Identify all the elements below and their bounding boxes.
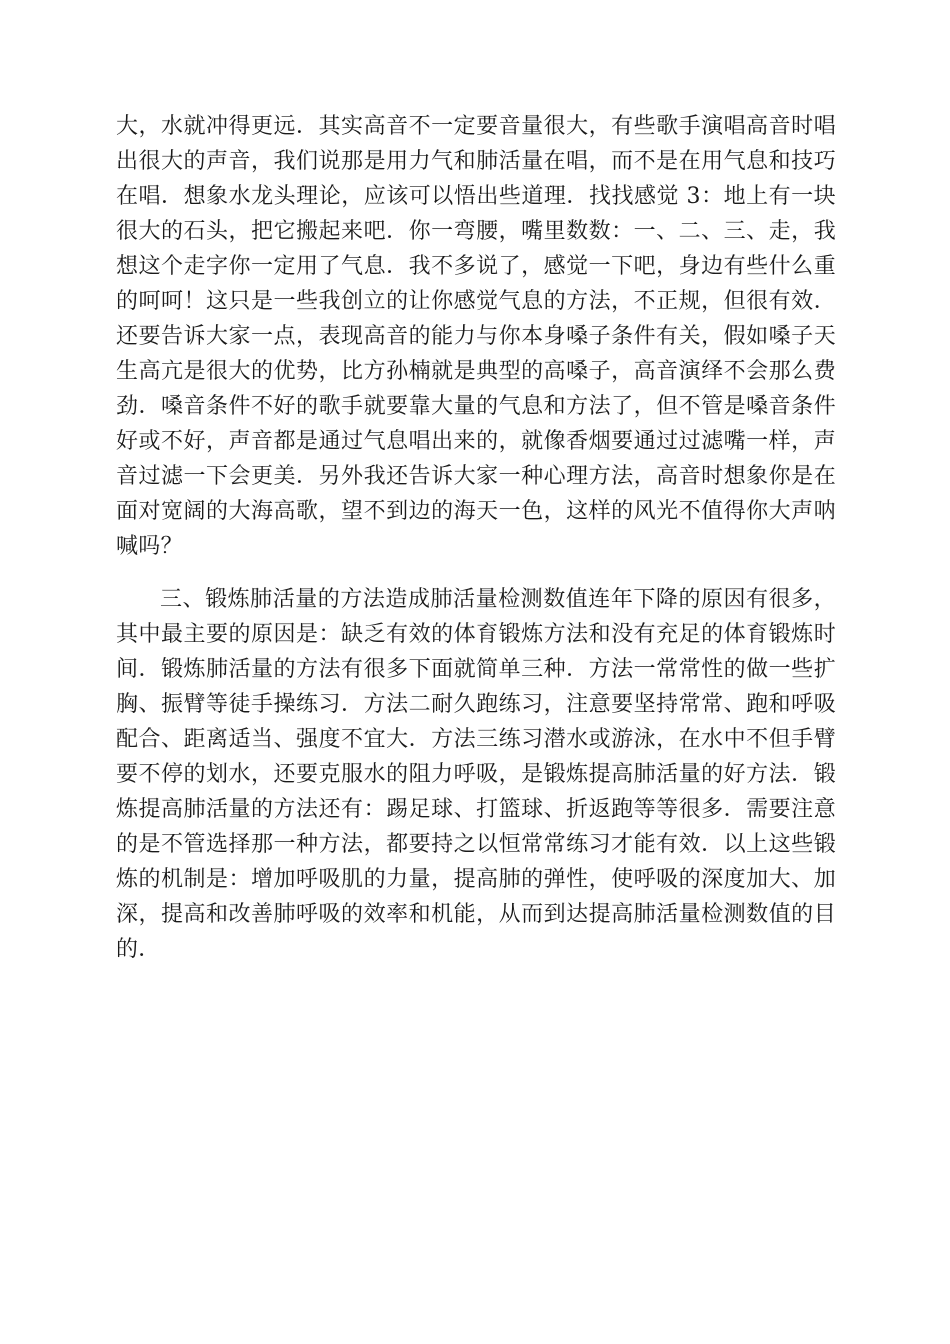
paragraph-lung-capacity-training: 三、锻炼肺活量的方法造成肺活量检测数值连年下降的原因有很多，其中最主要的原因是：缺乏有效的体育锻炼方法和没有充足的体育锻炼时间．锻炼肺活量的方法有很多下面就简单三种．方法一常常性的做一些扩胸、振臂等徒手操练习．方法二耐久跑练习，注意要坚持常常、跑和呼吸配合、距离适当、强度不宜大．方法三练习潜水或游泳，在水中不但手臂要不停的划水，还要克服水的阻力呼吸，是锻炼提高肺活量的好方法．锻炼提高肺活量的方法还有：踢足球、打篮球、折返跑等等很多．需要注意的是不管选择那一种方法，都要持之以恒常常练习才能有效．以上这些锻炼的机制是：增加呼吸肌的力量，提高肺的弹性，使呼吸的深度加大、加深，提高和改善肺呼吸的效率和机能，从而到达提高肺活量检测数值的目的． xyxy=(116,587,836,962)
document-body xyxy=(116,109,836,967)
paragraph-vocal-technique: 大，水就冲得更远．其实高音不一定要音量很大，有些歌手演唱高音时唱出很大的声音，我们说那是用力气和肺活量在唱，而不是在用气息和技巧在唱．想象水龙头理论，应该可以悟出些道理．找找感觉 3：地上有一块很大的石头，把它搬起来吧．你一弯腰，嘴里数数：一、二、三、走，我想这个走字你一定用了气息．我不多说了，感觉一下吧，身边有些什么重的呵呵！这只是一些我创立的让你感觉气息的方法，不正规，但很有效．还要告诉大家一点，表现高音的能力与你本身嗓子条件有关，假如嗓子天生高亢是很大的优势，比方孙楠就是典型的高嗓子，高音演绎不会那么费劲．嗓音条件不好的歌手就要靠大量的气息和方法了，但不管是嗓音条件好或不好，声音都是通过气息唱出来的，就像香烟要通过过滤嘴一样，声音过滤一下会更美．另外我还告诉大家一种心理方法，高音时想象你是在面对宽阔的大海高歌，望不到边的海天一色，这样的风光不值得你大声呐喊吗？ xyxy=(116,114,836,559)
